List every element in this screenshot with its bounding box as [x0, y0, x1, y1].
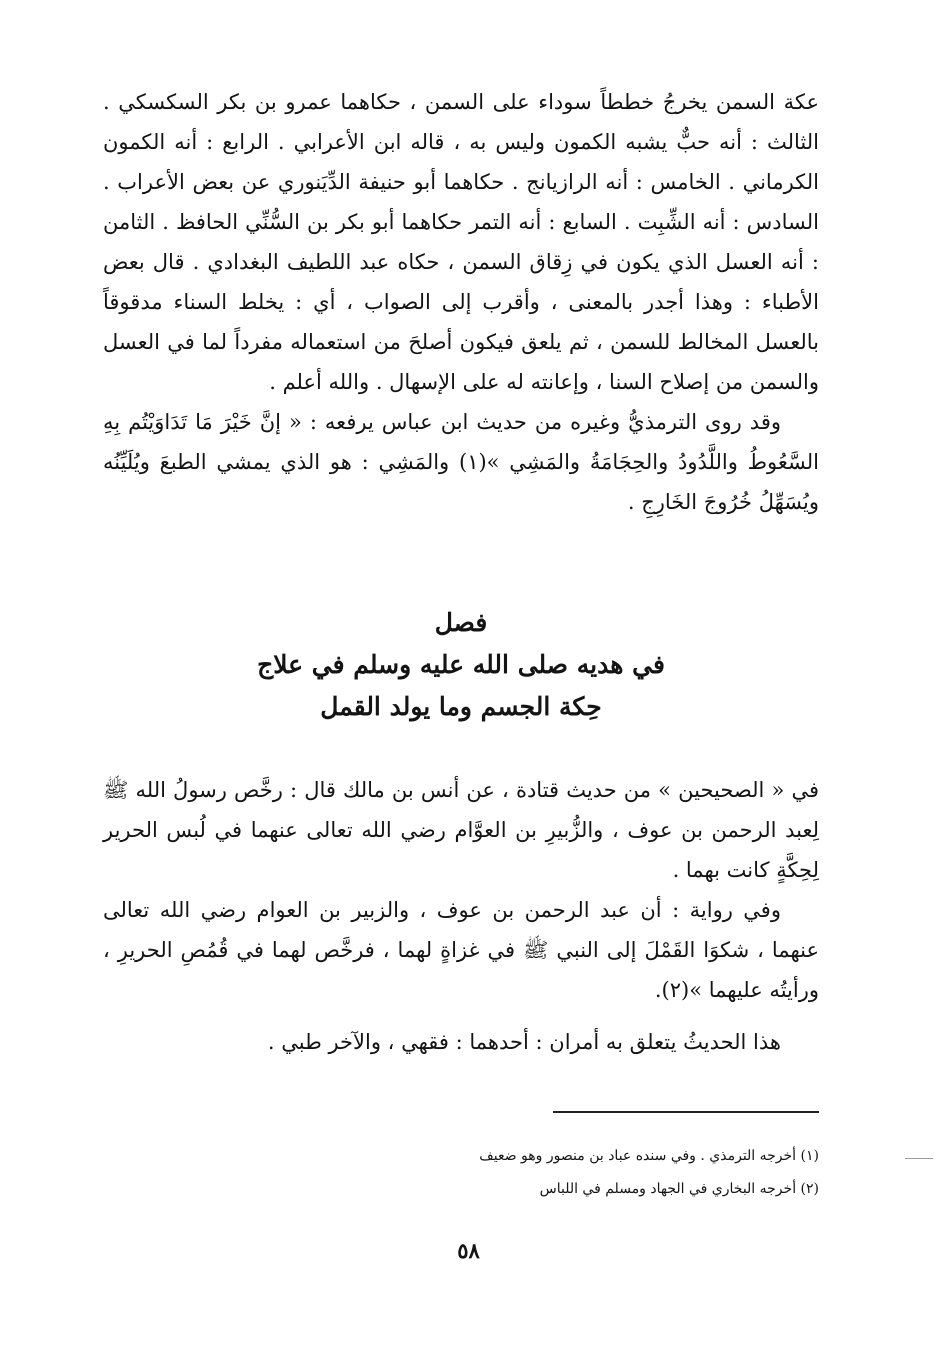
footnotes: [103, 1140, 819, 1206]
paragraph: وفي رواية : أن عبد الرحمن بن عوف ، والزبير بن العوام رضي الله تعالى عنهما ، شكوَا القَمْلَ إلى النبي ﷺ في غزاةٍ لهما ، فرخَّص لهما في قُمُصِ الحريرِ ، ورأيتُه عليهما »(٢).: [103, 898, 819, 1002]
heading-line: فصل: [434, 608, 488, 637]
body-text-bottom: [103, 770, 819, 1062]
section-heading: [103, 602, 819, 728]
paragraph: وقد روى الترمذيُّ وغيره من حديث ابن عباس يرفعه : « إنَّ خَيْرَ مَا تَدَاوَيْتُم بِهِ السَّعُوطُ واللَّدُودُ والحِجَامَةُ والمَشِي »(١) والمَشِي : هو الذي يمشي الطبعَ ويُلَيِّنُه ويُسَهِّلُ خُرُوجَ الخَارِجِ .: [103, 410, 819, 514]
paragraph: في « الصحيحين » من حديث قتادة ، عن أنس بن مالك قال : رخَّص رسولُ الله ﷺ لِعبد الرحمن بن عوف ، والزُّبيرِ بن العوَّام رضي الله تعالى عنهما في لُبس الحرير لِحِكَّةٍ كانت بهما .: [103, 778, 819, 882]
paragraph: هذا الحديثُ يتعلق به أمران : أحدهما : فقهي ، والآخر طبي .: [267, 1030, 781, 1054]
heading-line: في هديه صلى الله عليه وسلم في علاج: [257, 650, 665, 679]
heading-line: حِكة الجسم وما يولد القمل: [320, 692, 602, 721]
footnote: (١) أخرجه الترمذي . وفي سنده عباد بن منصور وهو ضعيف: [479, 1148, 819, 1164]
body-text-top: [103, 82, 819, 522]
footnote-divider: [553, 1111, 819, 1113]
paragraph: عكة السمن يخرجُ خططاً سوداء على السمن ، حكاهما عمرو بن بكر السكسكي . الثالث : أنه حبٌّ يشبه الكمون وليس به ، قاله ابن الأعرابي . الرابع : أنه الكمون الكرماني . الخامس : أنه الرازيانج . حكاهما أبو حنيفة الدِّيَنوري عن بعض الأعراب . السادس : أنه الشِّبِت . السابع : أنه التمر حكاهما أبو بكر بن السُّنِّي الحافظ . الثامن : أنه العسل الذي يكون في زِقاق السمن ، حكاه عبد اللطيف البغدادي . قال بعض الأطباء : وهذا أجدر بالمعنى ، وأقرب إلى الصواب ، أي : يخلط السناء مدقوقاً بالعسل المخالط للسمن ، ثم يلعق فيكون أصلحَ من استعماله مفرداً لما في العسل والسمن من إصلاح السنا ، وإعانته له على الإسهال . والله أعلم .: [103, 90, 819, 394]
margin-mark: [905, 1158, 933, 1159]
page-number: ٥٨: [457, 1238, 480, 1263]
footnote: (٢) أخرجه البخاري في الجهاد ومسلم في اللباس: [539, 1181, 819, 1197]
